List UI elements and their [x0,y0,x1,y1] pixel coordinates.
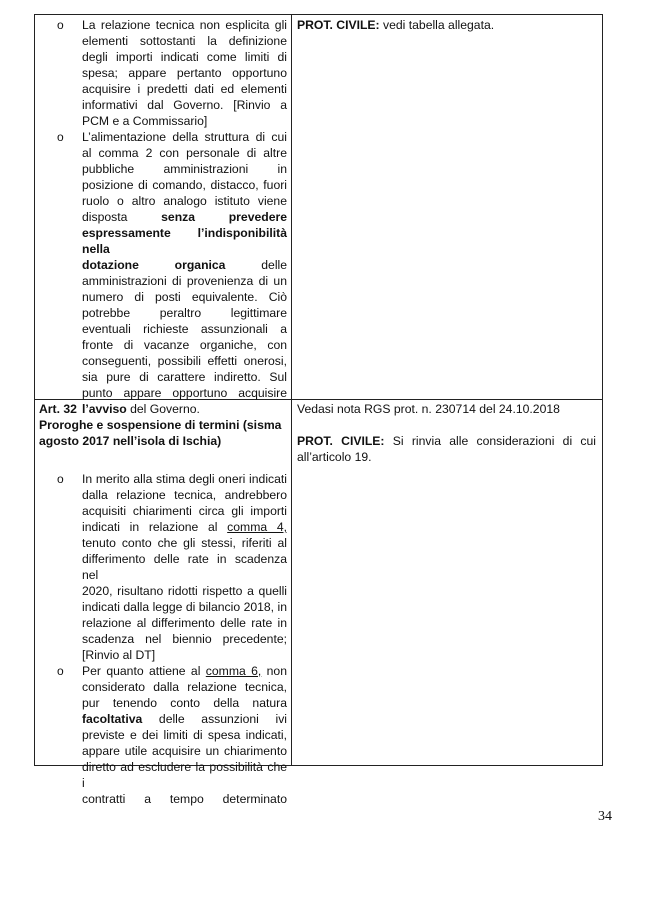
text-line: dotazione organica delle [82,258,288,272]
text-line: l’avviso del Governo. [82,402,200,416]
text-line: [Rinvio al DT] [82,648,156,662]
bullet-icon: o [57,472,64,486]
article-title: agosto 2017 nell’isola di Ischia) [39,434,222,448]
rgs-note: Vedasi nota RGS prot. n. 230714 del 24.10.2018 [297,402,560,416]
text-line: elementi sottostanti la definizione [82,34,287,48]
list-item [35,129,291,417]
text-line: relazione al differimento delle rate in [82,616,287,630]
text-line: scadenza nel biennio precedente; [82,632,287,646]
text-line: acquisire i predetti dati ed elementi [82,82,287,96]
text-line: pubbliche amministrazioni in [82,162,287,176]
text-line: numero di posti equivalente. Ciò [82,290,287,304]
row2-right-cell [292,400,603,766]
text-line: appare utile acquisire un chiarimento [82,744,287,758]
row1-right-cell [292,15,603,399]
text-line: contratti a tempo determinato [82,792,287,806]
text-line: ruolo o altro analogo istituto viene [82,194,287,208]
text-line: dalla relazione tecnica, andrebbero [82,488,287,502]
text-line [297,17,596,33]
text-line: disposta senza prevedere [82,210,288,224]
article-heading [35,401,291,449]
text-line: fronte di vacanze organiche, con [82,338,287,352]
text-line: facoltativa delle assunzioni ivi [82,712,287,726]
text-line: indicati in relazione al comma 4, [82,520,287,534]
bullet-icon: o [57,130,64,144]
page-number: 34 [598,809,612,824]
text-line: pur tenendo conto della natura [82,696,287,710]
text-line: Per quanto attiene al comma 6, non [82,664,287,678]
text-line: La relazione tecnica non esplicita gli [82,18,287,32]
text-line: all’articolo 19. [297,450,372,464]
text-line: In merito alla stima degli oneri indicati [82,472,287,486]
article-title: Proroghe e sospensione di termini (sisma [39,418,282,432]
list-item [35,663,291,807]
prot-civile-text: vedi tabella allegata. [383,18,495,32]
text-line: indicati dalla legge di bilancio 2018, in [82,600,287,614]
text-line: PCM e a Commissario] [82,114,208,128]
list-item [35,471,291,663]
text-line: differimento delle rate in scadenza nel [82,552,287,582]
text-line: al comma 2 con personale di altre [82,146,287,160]
text-line: conseguenti, possibili effetti onerosi, [82,354,287,368]
article-number: Art. 32 [39,402,77,416]
bullet-icon: o [57,664,64,678]
text-line [297,433,596,449]
text-line: previste e dei limiti di spesa indicati, [82,728,287,742]
text-line: acquisiti chiarimenti circa gli importi [82,504,287,518]
text-line: sia pure di carattere indiretto. Sul [82,370,287,384]
list-item [35,17,291,129]
prot-civile-label: PROT. CIVILE: [297,434,385,448]
text-line: tenuto conto che gli stessi, riferiti al [82,536,287,550]
text-line: considerato dalla relazione tecnica, [82,680,287,694]
text-line: potrebbe peraltro legittimare [82,306,287,320]
text-line: informativi dal Governo. [Rinvio a [82,98,287,112]
row2-left-cell [35,400,291,806]
prot-civile-label: PROT. CIVILE: [297,18,380,32]
text-line: degli importi indicati come limiti di [82,50,287,64]
prot-civile-text: Si rinvia alle considerazioni di cui [392,434,596,448]
text-line: diretto ad escludere la possibilità che i [82,760,287,790]
text-line: posizione di comando, distacco, fuori [82,178,287,192]
text-line: L’alimentazione della struttura di cui [82,130,287,144]
text-line: eventuali richieste assunzionali a [82,322,287,336]
text-line: amministrazioni di provenienza di un [82,274,287,288]
table [34,14,603,806]
text-line: espressamente l’indisponibilità nella [82,226,287,256]
text-line: spesa; appare pertanto opportuno [82,66,287,80]
text-line: 2020, risultano ridotti rispetto a quelli [82,584,287,598]
bullet-icon: o [57,18,64,32]
text-line: punto appare opportuno acquisire [82,386,287,400]
